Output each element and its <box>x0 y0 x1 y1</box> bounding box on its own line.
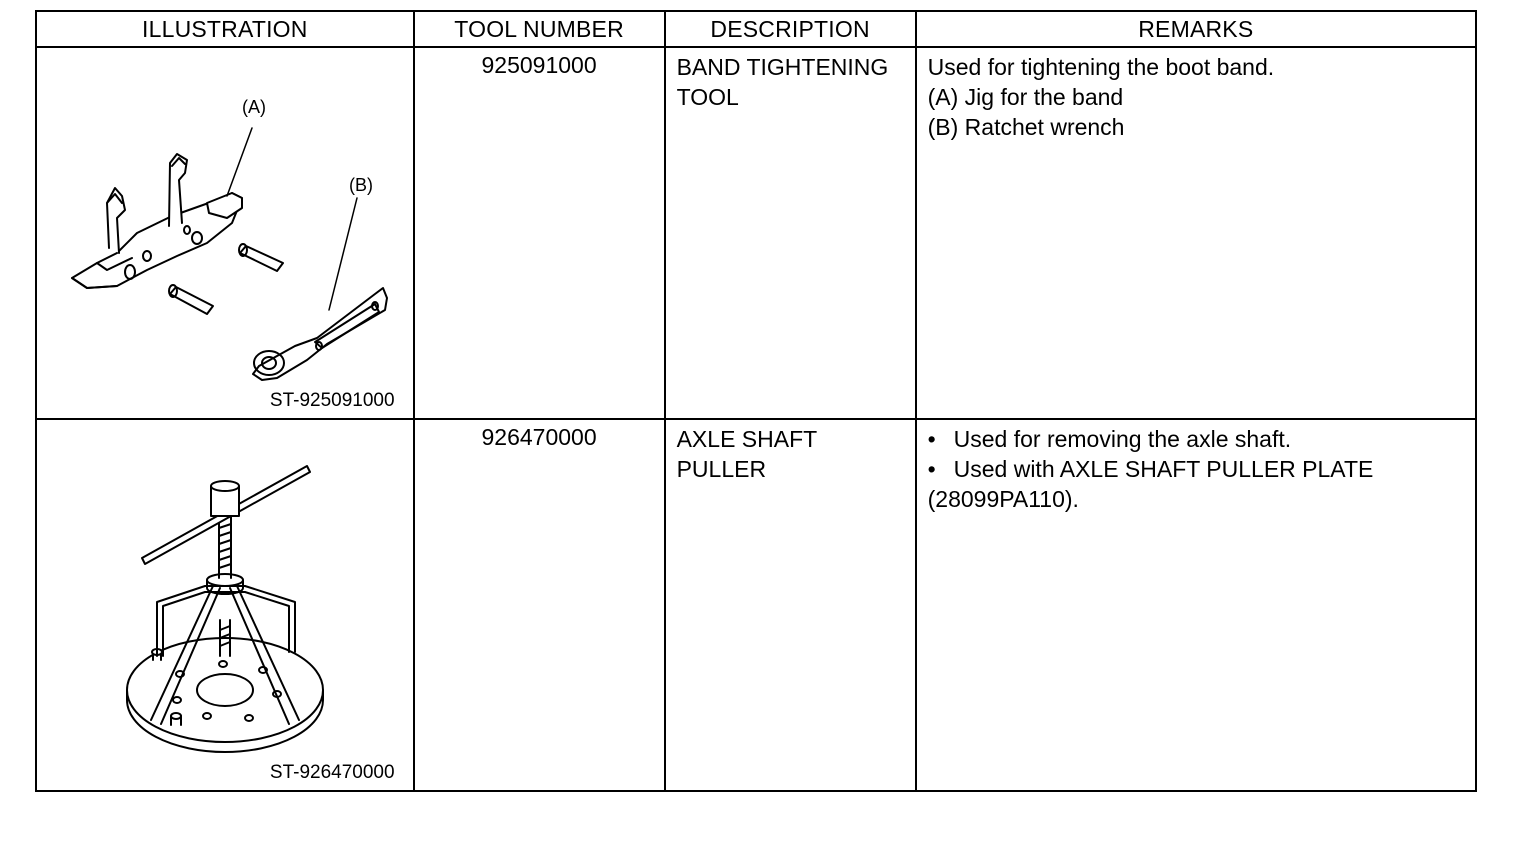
special-tools-table <box>35 10 1477 792</box>
table-row <box>36 47 1476 419</box>
remarks-cell <box>916 47 1476 419</box>
callout-a-label: (A) <box>242 97 266 117</box>
description-line: BAND TIGHTENING <box>676 54 889 80</box>
description-line: PULLER <box>676 456 767 482</box>
table-header-row <box>36 11 1476 47</box>
remark-bullet-item <box>928 454 1465 484</box>
callout-b-label: (B) <box>349 175 373 195</box>
illustration-code: ST-926470000 <box>269 762 395 783</box>
remark-line: Used for tightening the boot band. <box>927 54 1275 80</box>
description-cell <box>665 419 916 791</box>
description-cell <box>665 47 916 419</box>
remarks-cell <box>916 419 1476 791</box>
tool-number-cell: 926470000 <box>414 419 665 791</box>
tool-number-cell: 925091000 <box>414 47 665 419</box>
remark-line: (28099PA110). <box>927 486 1079 512</box>
remark-text: Used with AXLE SHAFT PULLER PLATE <box>953 456 1374 482</box>
bullet-icon: • <box>927 426 936 452</box>
remark-bullet-item <box>928 424 1465 454</box>
description-line: TOOL <box>676 84 739 110</box>
illustration-code: ST-925091000 <box>269 390 395 411</box>
header-tool-number: TOOL NUMBER <box>414 11 665 47</box>
illustration-cell <box>36 419 414 791</box>
description-line: AXLE SHAFT <box>676 426 818 452</box>
illustration-cell <box>36 47 414 419</box>
table-row <box>36 419 1476 791</box>
header-description: DESCRIPTION <box>665 11 916 47</box>
axle-shaft-puller-illustration <box>37 420 413 786</box>
bullet-icon: • <box>927 456 936 482</box>
band-tightening-tool-illustration <box>37 48 413 414</box>
remark-line: (A) Jig for the band <box>927 84 1124 110</box>
header-illustration: ILLUSTRATION <box>36 11 414 47</box>
remark-text: Used for removing the axle shaft. <box>953 426 1292 452</box>
remark-line: (B) Ratchet wrench <box>927 114 1125 140</box>
header-remarks: REMARKS <box>916 11 1476 47</box>
